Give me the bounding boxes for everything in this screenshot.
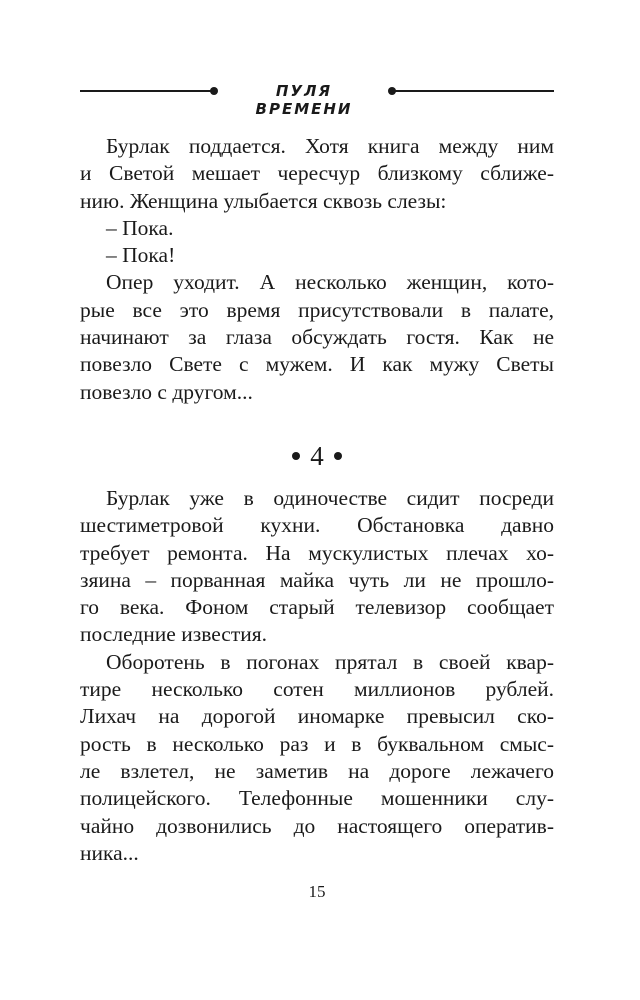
text-line: тире несколько сотен миллионов рублей. <box>80 677 554 702</box>
text-line: ле взлетел, не заметив на дороге лежачего <box>80 758 554 783</box>
text-line: Опер уходит. А несколько женщин, кото- <box>106 270 554 295</box>
text-block-2 <box>80 485 554 867</box>
text-line: рые все это время присутствовали в палате, <box>80 297 554 322</box>
section-dot-right <box>334 452 342 460</box>
text-line: – Пока! <box>106 243 176 268</box>
text-line: го века. Фоном старый телевизор сообщает <box>80 595 554 620</box>
text-line: полицейского. Телефонные мошенники слу- <box>80 786 554 811</box>
text-line: нию. Женщина улыбается сквозь слезы: <box>80 188 447 213</box>
header-title: ПУЛЯ ВРЕМЕНИ <box>255 82 353 118</box>
text-line: Бурлак поддается. Хотя книга между ним <box>106 134 554 158</box>
text-line: повезло с другом... <box>80 379 253 404</box>
text-block-1 <box>80 133 554 406</box>
text-line: и Светой мешает чересчур близкому сближе- <box>80 161 554 186</box>
section-number: 4 <box>310 441 324 471</box>
text-line: Оборотень в погонах прятал в своей квар- <box>106 649 554 674</box>
text-line: чайно дозвонились до настоящего оператив- <box>80 813 554 838</box>
text-line: шестиметровой кухни. Обстановка давно <box>80 513 554 538</box>
text-line: рость в несколько раз и в буквальном смыс- <box>80 731 554 756</box>
section-divider <box>80 440 554 472</box>
text-line: зяина – порванная майка чуть ли не прошло- <box>80 567 554 592</box>
running-header <box>80 80 554 118</box>
header-dot-left <box>210 87 218 95</box>
page-number: 15 <box>308 882 326 901</box>
text-line: начинают за глаза обсуждать гостя. Как не <box>80 325 554 350</box>
text-line: Бурлак уже в одиночестве сидит посреди <box>106 486 554 510</box>
header-rule-left <box>80 90 212 92</box>
text-line: Лихач на дорогой иномарке превысил ско- <box>80 704 554 729</box>
text-line: – Пока. <box>106 215 174 240</box>
text-line: требует ремонта. На мускулистых плечах хо- <box>80 540 554 565</box>
text-line: ника... <box>80 840 139 865</box>
text-line: последние известия. <box>80 622 268 647</box>
header-rule-right <box>394 90 554 92</box>
text-line: повезло Свете с мужем. И как мужу Светы <box>80 352 554 377</box>
section-dot-left <box>292 452 300 460</box>
